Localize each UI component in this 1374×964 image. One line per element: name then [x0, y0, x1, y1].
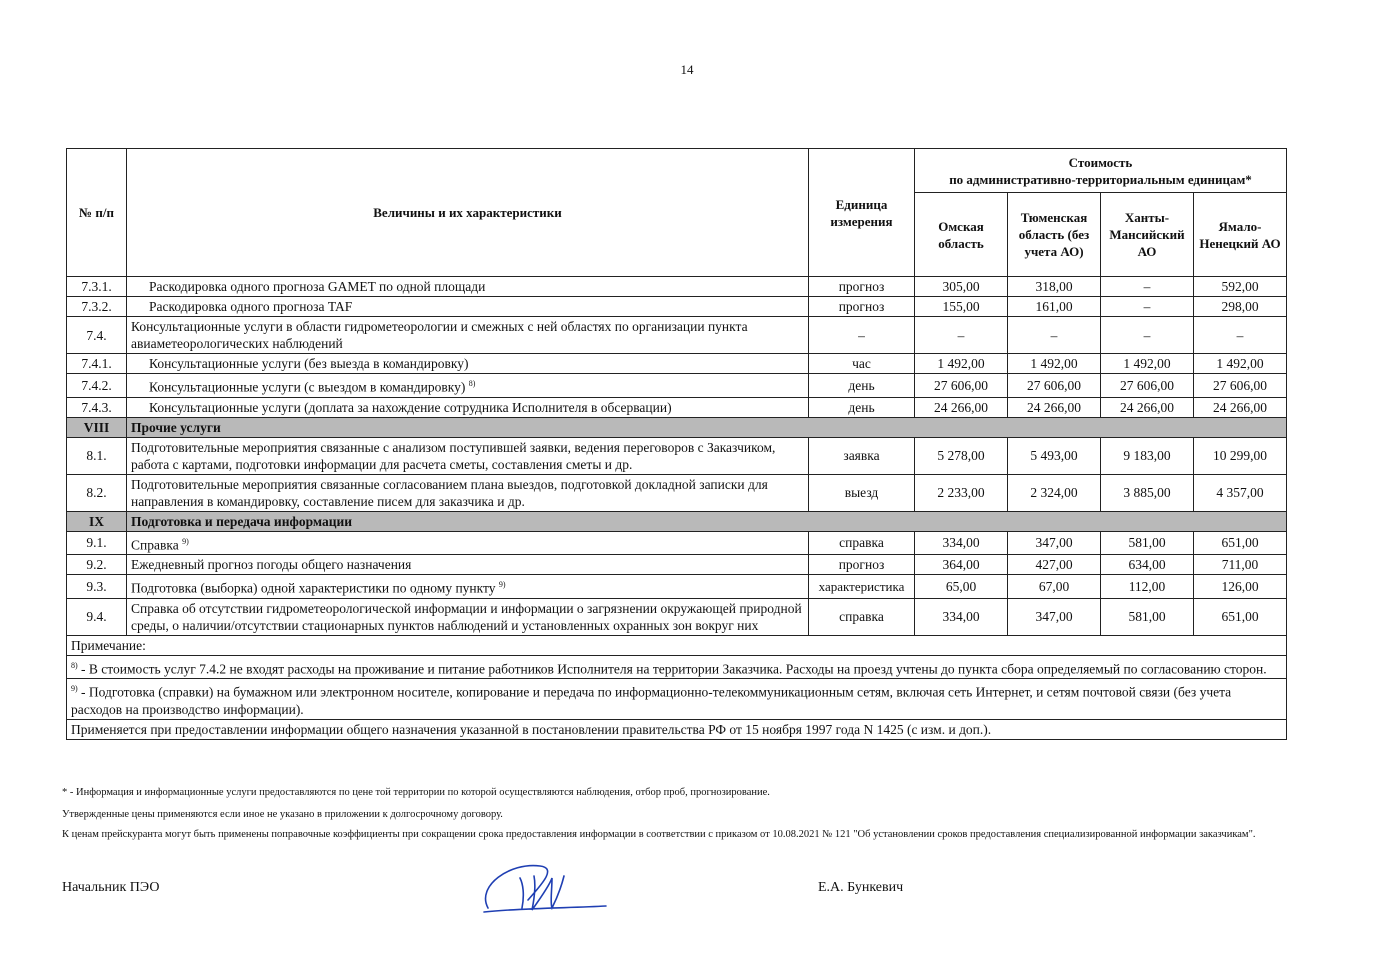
price-cell: 1 492,00: [1101, 354, 1194, 374]
row-num: 7.4.2.: [67, 374, 127, 398]
price-cell: 651,00: [1194, 531, 1287, 555]
price-cell: –: [1008, 317, 1101, 354]
header-description: Величины и их характеристики: [127, 149, 809, 277]
price-cell: –: [1101, 317, 1194, 354]
row-num: 7.4.: [67, 317, 127, 354]
row-num: 9.1.: [67, 531, 127, 555]
price-cell: 9 183,00: [1101, 437, 1194, 474]
row-unit: заявка: [809, 437, 915, 474]
price-cell: 65,00: [915, 575, 1008, 599]
row-num: 9.2.: [67, 555, 127, 575]
table-row: [67, 397, 1287, 417]
row-description: Консультационные услуги (доплата за нахождение сотрудника Исполнителя в обсервации): [127, 397, 809, 417]
header-region-tyumen: Тюменская область (без учета АО): [1008, 193, 1101, 277]
footnote-ref: 9): [182, 536, 189, 546]
price-cell: 581,00: [1101, 598, 1194, 635]
row-description: Подготовительные мероприятия связанные с анализом поступившей заявки, ведения переговоров с Заказчиком, работа с картами, подготовки информации для расчета сметы, составления сметы и др.: [127, 437, 809, 474]
section-row-viii: [67, 417, 1287, 437]
table-row: [67, 474, 1287, 511]
price-cell: 3 885,00: [1101, 474, 1194, 511]
notes-title: Примечание:: [67, 635, 1287, 655]
row-description: Раскодировка одного прогноза GAMET по одной площади: [127, 277, 809, 297]
row-description: Консультационные услуги (без выезда в командировку): [127, 354, 809, 374]
header-unit: Единица измерения: [809, 149, 915, 277]
price-cell: 27 606,00: [1101, 374, 1194, 398]
price-cell: 347,00: [1008, 598, 1101, 635]
price-cell: 5 493,00: [1008, 437, 1101, 474]
price-cell: 2 324,00: [1008, 474, 1101, 511]
price-cell: 5 278,00: [915, 437, 1008, 474]
row-unit: прогноз: [809, 555, 915, 575]
footnote-ref: 9): [498, 580, 506, 589]
header-region-omsk: Омская область: [915, 193, 1008, 277]
row-unit: выезд: [809, 474, 915, 511]
price-cell: –: [1101, 277, 1194, 297]
header-cost-group: Стоимость по административно-территориальным единицам*: [915, 149, 1287, 193]
header-region-yanao: Ямало-Ненецкий АО: [1194, 193, 1287, 277]
row-num: 7.3.2.: [67, 297, 127, 317]
table-row: [67, 297, 1287, 317]
page-number: 14: [680, 62, 694, 77]
header-region-khmao: Ханты-Мансийский АО: [1101, 193, 1194, 277]
row-unit: характеристика: [809, 575, 915, 599]
price-cell: 651,00: [1194, 598, 1287, 635]
note-row: [67, 655, 1287, 679]
row-description: Ежедневный прогноз погоды общего назначения: [127, 555, 809, 575]
price-cell: 4 357,00: [1194, 474, 1287, 511]
price-cell: –: [915, 317, 1008, 354]
price-cell: 364,00: [915, 555, 1008, 575]
section-title: Прочие услуги: [127, 417, 1287, 437]
footnote-prices: Утвержденные цены применяются если иное не указано в приложении к долгосрочному договору.: [62, 809, 503, 820]
row-unit: справка: [809, 598, 915, 635]
table-row: [67, 531, 1287, 555]
signatory-name: Е.А. Бункевич: [818, 880, 904, 895]
note-row: [67, 679, 1287, 720]
section-num: IX: [67, 511, 127, 531]
price-cell: 1 492,00: [1194, 354, 1287, 374]
section-row-ix: [67, 511, 1287, 531]
price-table: [66, 148, 1287, 740]
note-8: $^{8)}$ - В стоимость услуг 7.4.2 не входят расходы на проживание и питание работников Исполнителя на территории Заказчика. Расходы на проезд учтены до пункта сбора определяемый по согласованию сторон.: [67, 655, 1287, 679]
row-num: 9.4.: [67, 598, 127, 635]
row-num: 7.4.1.: [67, 354, 127, 374]
price-cell: 347,00: [1008, 531, 1101, 555]
table-row: [67, 575, 1287, 599]
row-unit: прогноз: [809, 297, 915, 317]
price-cell: 581,00: [1101, 531, 1194, 555]
price-cell: 27 606,00: [1194, 374, 1287, 398]
price-cell: 24 266,00: [1008, 397, 1101, 417]
row-description: Подготовка (выборка) одной характеристики по одному пункту $^{9)}$: [127, 575, 809, 599]
row-description: Подготовительные мероприятия связанные согласованием плана выездов, подготовкой докладной записки для направления в командировку, составление писем для заказчика и др.: [127, 474, 809, 511]
price-cell: 2 233,00: [915, 474, 1008, 511]
footnote-coefficients: К ценам прейскуранта могут быть применены поправочные коэффициенты при сокращении срока предоставления информации в соответствии с приказом от 10.08.2021 № 121 "Об установлении сроков предоставления специализированной информации заказчикам".: [62, 829, 1256, 840]
row-unit: день: [809, 397, 915, 417]
row-num: 8.1.: [67, 437, 127, 474]
row-description: Справка $^{9)}$: [127, 531, 809, 555]
price-cell: 318,00: [1008, 277, 1101, 297]
row-num: 9.3.: [67, 575, 127, 599]
price-cell: 334,00: [915, 531, 1008, 555]
row-unit: –: [809, 317, 915, 354]
table-row: [67, 555, 1287, 575]
table-row: [67, 354, 1287, 374]
row-unit: справка: [809, 531, 915, 555]
table-row: [67, 374, 1287, 398]
row-unit: день: [809, 374, 915, 398]
section-title: Подготовка и передача информации: [127, 511, 1287, 531]
price-cell: 27 606,00: [915, 374, 1008, 398]
price-cell: 161,00: [1008, 297, 1101, 317]
row-description: Консультационные услуги (с выездом в командировку) $^{8)}$: [127, 374, 809, 398]
row-description: Справка об отсутствии гидрометеорологической информации и информации о загрязнении окружающей природной среды, о наличии/отсутствии стационарных пунктов наблюдений и установленных охранных зон вокруг них: [127, 598, 809, 635]
price-cell: –: [1101, 297, 1194, 317]
price-cell: –: [1194, 317, 1287, 354]
note-9: $^{9)}$ - Подготовка (справки) на бумажном или электронном носителе, копирование и передача по информационно-телекоммуникационным сетям, включая сеть Интернет, и сетям почтовой связи (без учета расходов на производство информации).: [67, 679, 1287, 720]
price-cell: 1 492,00: [1008, 354, 1101, 374]
price-cell: 67,00: [1008, 575, 1101, 599]
note-applies: Применяется при предоставлении информации общего назначения указанной в постановлении правительства РФ от 15 ноября 1997 года N 1425 (с изм. и доп.).: [67, 719, 1287, 739]
table-row: [67, 277, 1287, 297]
handwritten-signature: [480, 856, 610, 918]
price-cell: 24 266,00: [1101, 397, 1194, 417]
price-cell: 27 606,00: [1008, 374, 1101, 398]
price-cell: 24 266,00: [1194, 397, 1287, 417]
price-cell: 711,00: [1194, 555, 1287, 575]
table-row: [67, 598, 1287, 635]
price-cell: 10 299,00: [1194, 437, 1287, 474]
notes-title-row: [67, 635, 1287, 655]
price-cell: 427,00: [1008, 555, 1101, 575]
table-row: [67, 437, 1287, 474]
price-cell: 334,00: [915, 598, 1008, 635]
signatory-position: Начальник ПЭО: [62, 880, 160, 895]
price-cell: 305,00: [915, 277, 1008, 297]
price-cell: 1 492,00: [915, 354, 1008, 374]
row-unit: час: [809, 354, 915, 374]
price-cell: 592,00: [1194, 277, 1287, 297]
price-cell: 24 266,00: [915, 397, 1008, 417]
price-cell: 112,00: [1101, 575, 1194, 599]
note-row: [67, 719, 1287, 739]
price-cell: 126,00: [1194, 575, 1287, 599]
price-cell: 298,00: [1194, 297, 1287, 317]
header-num: № п/п: [67, 149, 127, 277]
row-unit: прогноз: [809, 277, 915, 297]
row-description: Консультационные услуги в области гидрометеорологии и смежных с ней областях по организации пункта авиаметеорологических наблюдений: [127, 317, 809, 354]
section-num: VIII: [67, 417, 127, 437]
price-cell: 634,00: [1101, 555, 1194, 575]
row-num: 7.3.1.: [67, 277, 127, 297]
row-num: 7.4.3.: [67, 397, 127, 417]
price-cell: 155,00: [915, 297, 1008, 317]
table-row: [67, 317, 1287, 354]
footnote-ref: 8): [468, 379, 476, 388]
row-num: 8.2.: [67, 474, 127, 511]
footnote-star: * - Информация и информационные услуги предоставляются по цене той территории по которой осуществляются наблюдения, отбор проб, прогнозирование.: [62, 787, 770, 798]
row-description: Раскодировка одного прогноза TAF: [127, 297, 809, 317]
